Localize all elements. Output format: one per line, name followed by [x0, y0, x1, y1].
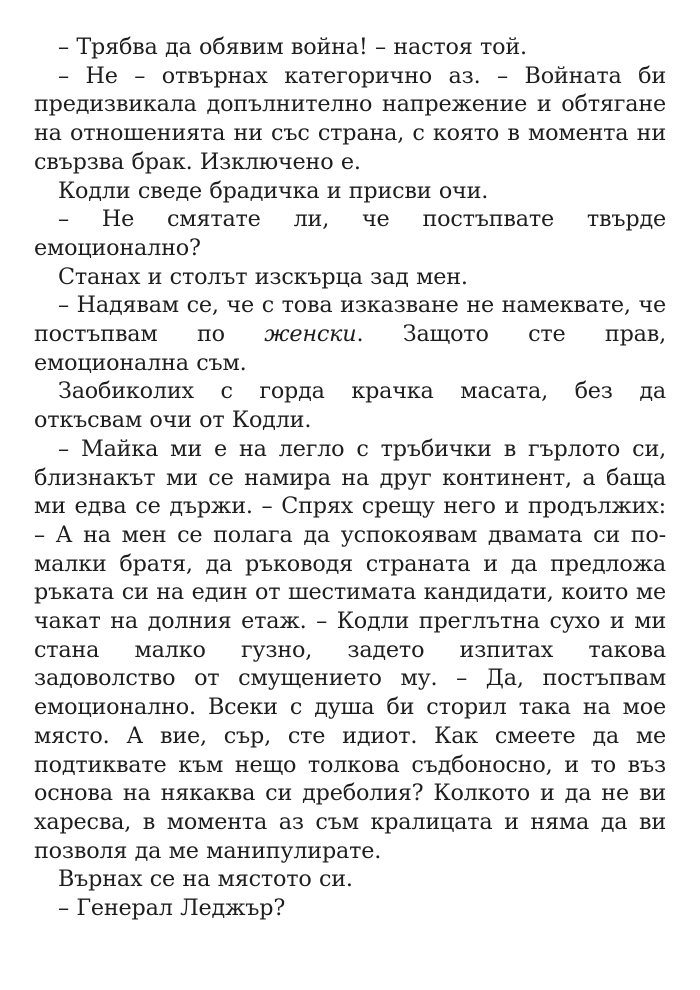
page-text [34, 33, 666, 923]
paragraph-2: – Не – отвърнах категорично аз. – Войната би предизвикала допълнително напрежение и обтягане на отношенията ни със страна, с която в момента ни свързва брак. Изключено е. [34, 62, 666, 175]
paragraph-3: Кодли сведе брадичка и присви очи. [58, 177, 489, 204]
paragraph-5: Станах и столът изскърца зад мен. [58, 263, 468, 290]
paragraph-4: – Не смятате ли, че постъпвате твърде емоционално? [34, 206, 666, 261]
paragraph-1: – Трябва да обявим война! – настоя той. [58, 34, 527, 60]
paragraph-10: – Генерал Леджър? [58, 895, 286, 922]
paragraph-6-emphasis: женски [264, 321, 357, 348]
paragraph-6 [34, 291, 666, 377]
paragraph-8: – Майка ми е на легло с тръбички в гърлото си, близнакът ми се намира на друг континент, а баща ми едва се държи. – Спрях срещу него и продължих: – А на мен се полага да успокоявам двамата си по-малки братя, да ръководя страната и да предложа ръката си на един от шестимата кандидати, които ме чакат на долния етаж. – Кодли преглътна сухо и ми стана малко гузно, задето изпитах такова задоволство от смущението му. – Да, постъпвам емоционално. Всеки с душа би сторил така на мое място. А вие, сър, сте идиот. Как смеете да ме подтиквате към нещо толкова съдбоносно, и то въз основа на някаква си дреболия? Колкото и да не ви харесва, в момента аз съм кралицата и няма да ви позволя да ме манипулирате. [34, 435, 666, 864]
paragraph-9: Върнах се на мястото си. [58, 866, 353, 893]
paragraph-6-before: – Надявам се, че с това изказване не намеквате, че постъпвам по [34, 292, 666, 348]
paragraph-7: Заобиколих с горда крачка масата, без да откъсвам очи от Кодли. [34, 378, 666, 434]
paragraph-6-after: . Защото сте прав, емоционална съм. [34, 321, 666, 376]
